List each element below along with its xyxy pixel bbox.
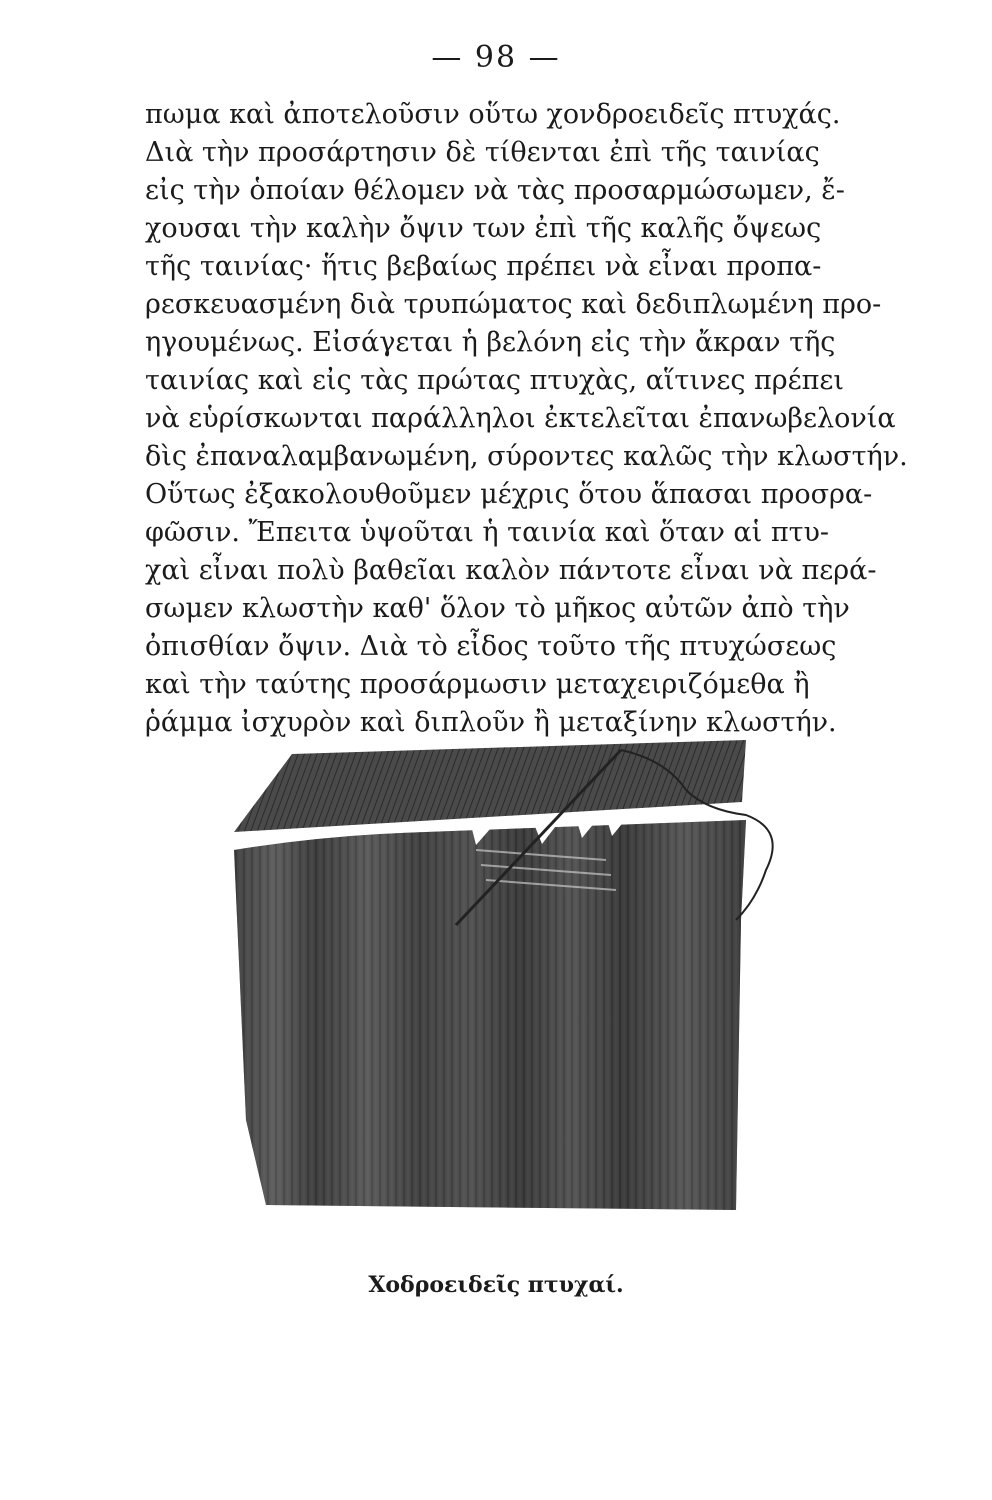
text-line: τῆς ταινίας· ἥτις βεβαίως πρέπει νὰ εἶναι προπα- [145,251,822,282]
pleats-illustration [226,740,786,1260]
page-number: — 98 — [431,40,561,75]
text-line: καὶ τὴν ταύτης προσάρμωσιν μεταχειριζόμεθα ἢ [145,669,810,700]
figure-caption: Χοδροειδεῖς πτυχαί. [368,1272,624,1298]
text-line: νὰ εὑρίσκωνται παράλληλοι ἐκτελεῖται ἐπανωβελονία [145,403,896,434]
text-line: ῥάμμα ἰσχυρὸν καὶ διπλοῦν ἢ μεταξίνην κλωστήν. [145,707,837,738]
text-line: Διὰ τὴν προσάρτησιν δὲ τίθενται ἐπὶ τῆς ταινίας [145,137,820,168]
text-line: ρεσκευασμένη διὰ τρυπώματος καὶ δεδιπλωμένη προ- [145,289,882,320]
text-line: χαὶ εἶναι πολὺ βαθεῖαι καλὸν πάντοτε εἶναι νὰ περά- [145,555,877,586]
text-line: ὀπισθίαν ὄψιν. Διὰ τὸ εἶδος τοῦτο τῆς πτυχώσεως [145,631,837,662]
body-text [145,96,908,742]
text-line: πωμα καὶ ἀποτελοῦσιν οὕτω χονδροειδεῖς πτυχάς. [145,99,841,130]
text-line: εἰς τὴν ὁποίαν θέλομεν νὰ τὰς προσαρμώσωμεν, ἔ- [145,175,845,206]
text-line: ηγουμένως. Εἰσάγεται ἡ βελόνη εἰς τὴν ἄκραν τῆς [145,327,836,358]
ribbon-band [234,740,746,832]
text-line: χουσαι τὴν καλὴν ὄψιν των ἐπὶ τῆς καλῆς ὄψεως [145,213,822,244]
text-line: σωμεν κλωστὴν καθ' ὅλον τὸ μῆκος αὐτῶν ἀπὸ τὴν [145,593,850,624]
text-line: φῶσιν. Ἔπειτα ὑψοῦται ἡ ταινία καὶ ὅταν αἱ πτυ- [145,517,830,548]
text-line: ταινίας καὶ εἰς τὰς πρώτας πτυχὰς, αἵτινες πρέπει [145,365,844,396]
text-line: δὶς ἐπαναλαμβανωμένη, σύροντες καλῶς τὴν κλωστήν. [145,441,908,472]
text-line: Οὕτως ἐξακολουθοῦμεν μέχρις ὅτου ἅπασαι προσρα- [145,479,873,510]
